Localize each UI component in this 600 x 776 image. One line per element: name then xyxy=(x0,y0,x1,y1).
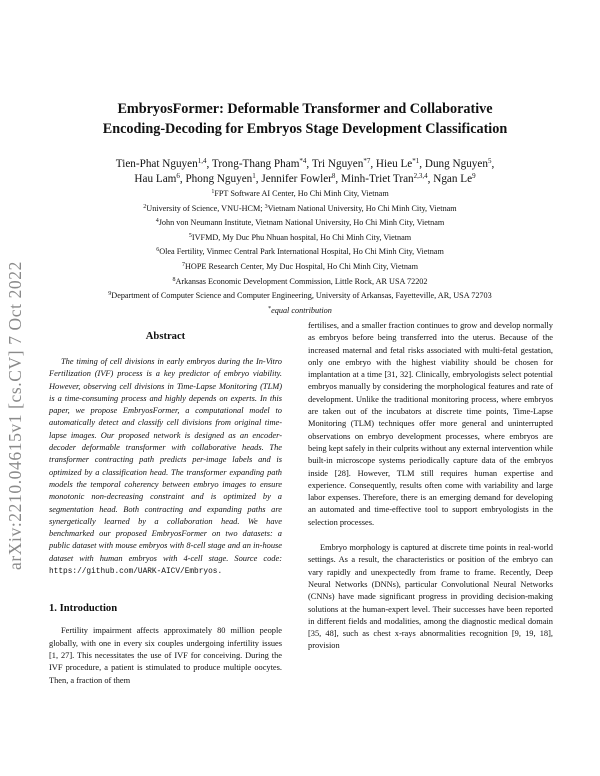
author-separator: , xyxy=(419,158,425,170)
author-separator: , xyxy=(491,158,495,170)
right-column xyxy=(308,320,553,653)
author-separator: , xyxy=(306,158,312,170)
author-name: Minh-Triet Tran xyxy=(341,172,414,185)
left-column xyxy=(49,330,282,687)
author-affil-sup: 8 xyxy=(331,171,336,180)
author-affil-sup: 6 xyxy=(176,171,180,180)
author-list xyxy=(70,157,540,186)
affiliation-sup: 5 xyxy=(188,232,192,239)
body-paragraph: fertilises, and a smaller fraction continues to grow and develop normally as embryos before being transferred into the uterus. Because of the increased maternal and fetal risks associated with multi-fetal gestation, only one embryo with the highest viability should be chosen for implantation at a time [31, 32]. Clinically, embryologists select potential embryos manually by considering the morphological features and rate of development. Unlike the traditional monitoring process, where embryos are taken out of the incubators at discrete time points, Time-Lapse Monitoring (TLM) techniques offer more general and uninterrupted observations on embryo development processes, where embryos are being kept safely in their culprits without any external intervention while built-in microscope systems periodically capture data of the embryos inside [28]. However, TLM still requires human expertise and experience. Consequently, results often come with variability and large labor expenses. Therefore, there is an emerging demand for developing an automated and time-effective tool to support embryologists in the selection processes. xyxy=(308,321,553,527)
author-affil-sup: 1 xyxy=(252,171,256,180)
author-affil-sup: 5 xyxy=(487,157,492,165)
author-affil-sup: *4 xyxy=(299,157,307,165)
author-separator: , xyxy=(179,172,186,185)
affiliation-sup: 4 xyxy=(155,218,159,225)
abstract-body xyxy=(49,356,282,578)
affiliation-line xyxy=(40,187,560,202)
affiliation-text: Vietnam National University, Ho Chi Minh City, Vietnam xyxy=(267,203,457,213)
author-line-2 xyxy=(70,172,540,187)
affiliation-line xyxy=(40,275,560,290)
affiliation-line xyxy=(40,216,560,231)
abstract-heading: Abstract xyxy=(145,331,186,342)
affiliations xyxy=(40,187,560,318)
affiliation-line xyxy=(40,231,560,246)
source-code-link[interactable]: https://github.com/UARK-AICV/Embryos. xyxy=(49,568,223,577)
author-name: Trong-Thang Pham xyxy=(211,158,300,170)
author-name: Tri Nguyen xyxy=(311,158,364,170)
author-name: Dung Nguyen xyxy=(424,158,488,170)
body-paragraph: Embryo morphology is captured at discrete time points in real-world settings. As a result, the characteristics or position of the embryo can vary rapidly and unexpectedly from frame to frame. Recently, Deep Neural Networks (DNNs), particular Convolutional Neural Networks (CNNs) have made significant progress in providing decision-making solutions at the human-expert level. Their successes have been reported in different fields and modalities, among the diagnostic medical domain [35, 48], such as chest x-rays abnormalities recognition [9, 19, 18], provision xyxy=(308,543,553,651)
affiliation-text: FPT Software AI Center, Ho Chi Minh City, Vietnam xyxy=(214,189,389,198)
author-line-1 xyxy=(70,157,540,172)
affiliation-text: John von Neumann Institute, Vietnam National University, Ho Chi Minh City, Vietnam xyxy=(158,218,445,228)
affiliation-line xyxy=(40,245,560,260)
author-separator: , xyxy=(335,172,341,185)
author-affil-sup: 9 xyxy=(472,171,476,180)
author-name: Ngan Le xyxy=(433,172,473,185)
introduction-heading: 1. Introduction xyxy=(49,603,118,615)
author-name: Tien-Phat Nguyen xyxy=(115,158,198,170)
author-separator: , xyxy=(206,158,212,170)
author-separator: , xyxy=(370,158,376,170)
equal-contribution-note xyxy=(40,304,560,319)
affiliation-sup: 2 xyxy=(143,203,147,210)
affiliation-text: Olea Fertility, Vinmec Central Park International Hospital, Ho Chi Minh City, Vietnam xyxy=(159,247,444,257)
author-affil-sup: 2,3,4 xyxy=(413,171,428,180)
affiliation-line xyxy=(40,289,560,304)
title-line-2: Encoding-Decoding for Embryos Stage Development Classification xyxy=(102,121,508,137)
author-name: Phong Nguyen xyxy=(185,172,253,185)
affiliation-sup: 9 xyxy=(108,291,112,298)
abstract-text: The timing of cell divisions in early embryos during the In-Vitro Fertilization (IVF) process is a key predictor of embryo viability. However, observing cell divisions in Time-Lapse Monitoring (TLM) is a time-consuming process and highly depends on experts. In this paper, we propose EmbryosFormer, a computational model to automatically detect and classify cell divisions from original time-lapse images. Our proposed network is designed as an encoder-decoder deformable transformer with collaborative heads. The transformer contracting path predicts per-image labels and is optimized by a classification head. The transformer expanding path models the temporal coherency between embryo images to ensure monotonic non-decreasing constraint and is optimized by a segmentation head. Both contracting and expanding paths are synergetically learned by a collaboration head. We have benchmarked our proposed EmbryosFormer on two datasets: a public dataset with mouse embryos with 8-cell stage and an in-house dataset with human embryos with 4-cell stage. Source code: xyxy=(49,357,282,563)
affiliation-sup: * xyxy=(268,305,272,312)
arxiv-identifier: arXiv:2210.04615v1 [cs.CV] 7 Oct 2022 xyxy=(5,261,25,570)
author-affil-sup: *7 xyxy=(363,157,371,165)
paper-title xyxy=(60,99,550,139)
affiliation-line xyxy=(40,260,560,275)
author-separator: , xyxy=(255,172,262,185)
author-name: Jennifer Fowler xyxy=(261,172,332,185)
affiliation-text: Arkansas Economic Development Commission, Little Rock, AR USA 72202 xyxy=(175,276,428,286)
affiliation-sup: 6 xyxy=(156,247,160,254)
affiliation-sup: 3 xyxy=(264,203,268,210)
author-name: Hau Lam xyxy=(134,172,177,185)
affiliation-text: Department of Computer Science and Computer Engineering, University of Arkansas, Fayetteville, AR, USA 72703 xyxy=(111,291,492,301)
affiliation-text: HOPE Research Center, My Duc Hospital, Ho Chi Minh City, Vietnam xyxy=(185,261,418,271)
affiliation-sup: 1 xyxy=(211,189,215,195)
author-separator: , xyxy=(427,172,434,185)
affiliation-sup: 8 xyxy=(172,276,176,283)
author-name: Hieu Le xyxy=(375,158,413,170)
affiliation-text: IVFMD, My Duc Phu Nhuan hospital, Ho Chi Minh City, Vietnam xyxy=(191,232,412,242)
author-affil-sup: *1 xyxy=(412,157,420,165)
affiliation-text: University of Science, VNU-HCM; xyxy=(146,203,265,213)
introduction-paragraph: Fertility impairment affects approximately 80 million people globally, with one in every six couples undergoing infertility issues [1, 27]. This necessitates the use of IVF for conceiving. During the IVF procedure, a patient is stimulated to produce multiple oocytes. Then, a fraction of them xyxy=(49,626,282,685)
affiliation-line xyxy=(40,202,560,217)
title-line-1: EmbryosFormer: Deformable Transformer and Collaborative xyxy=(117,101,493,117)
author-affil-sup: 1,4 xyxy=(197,157,207,165)
affiliation-text: equal contribution xyxy=(271,305,332,315)
affiliation-sup: 7 xyxy=(182,261,186,268)
